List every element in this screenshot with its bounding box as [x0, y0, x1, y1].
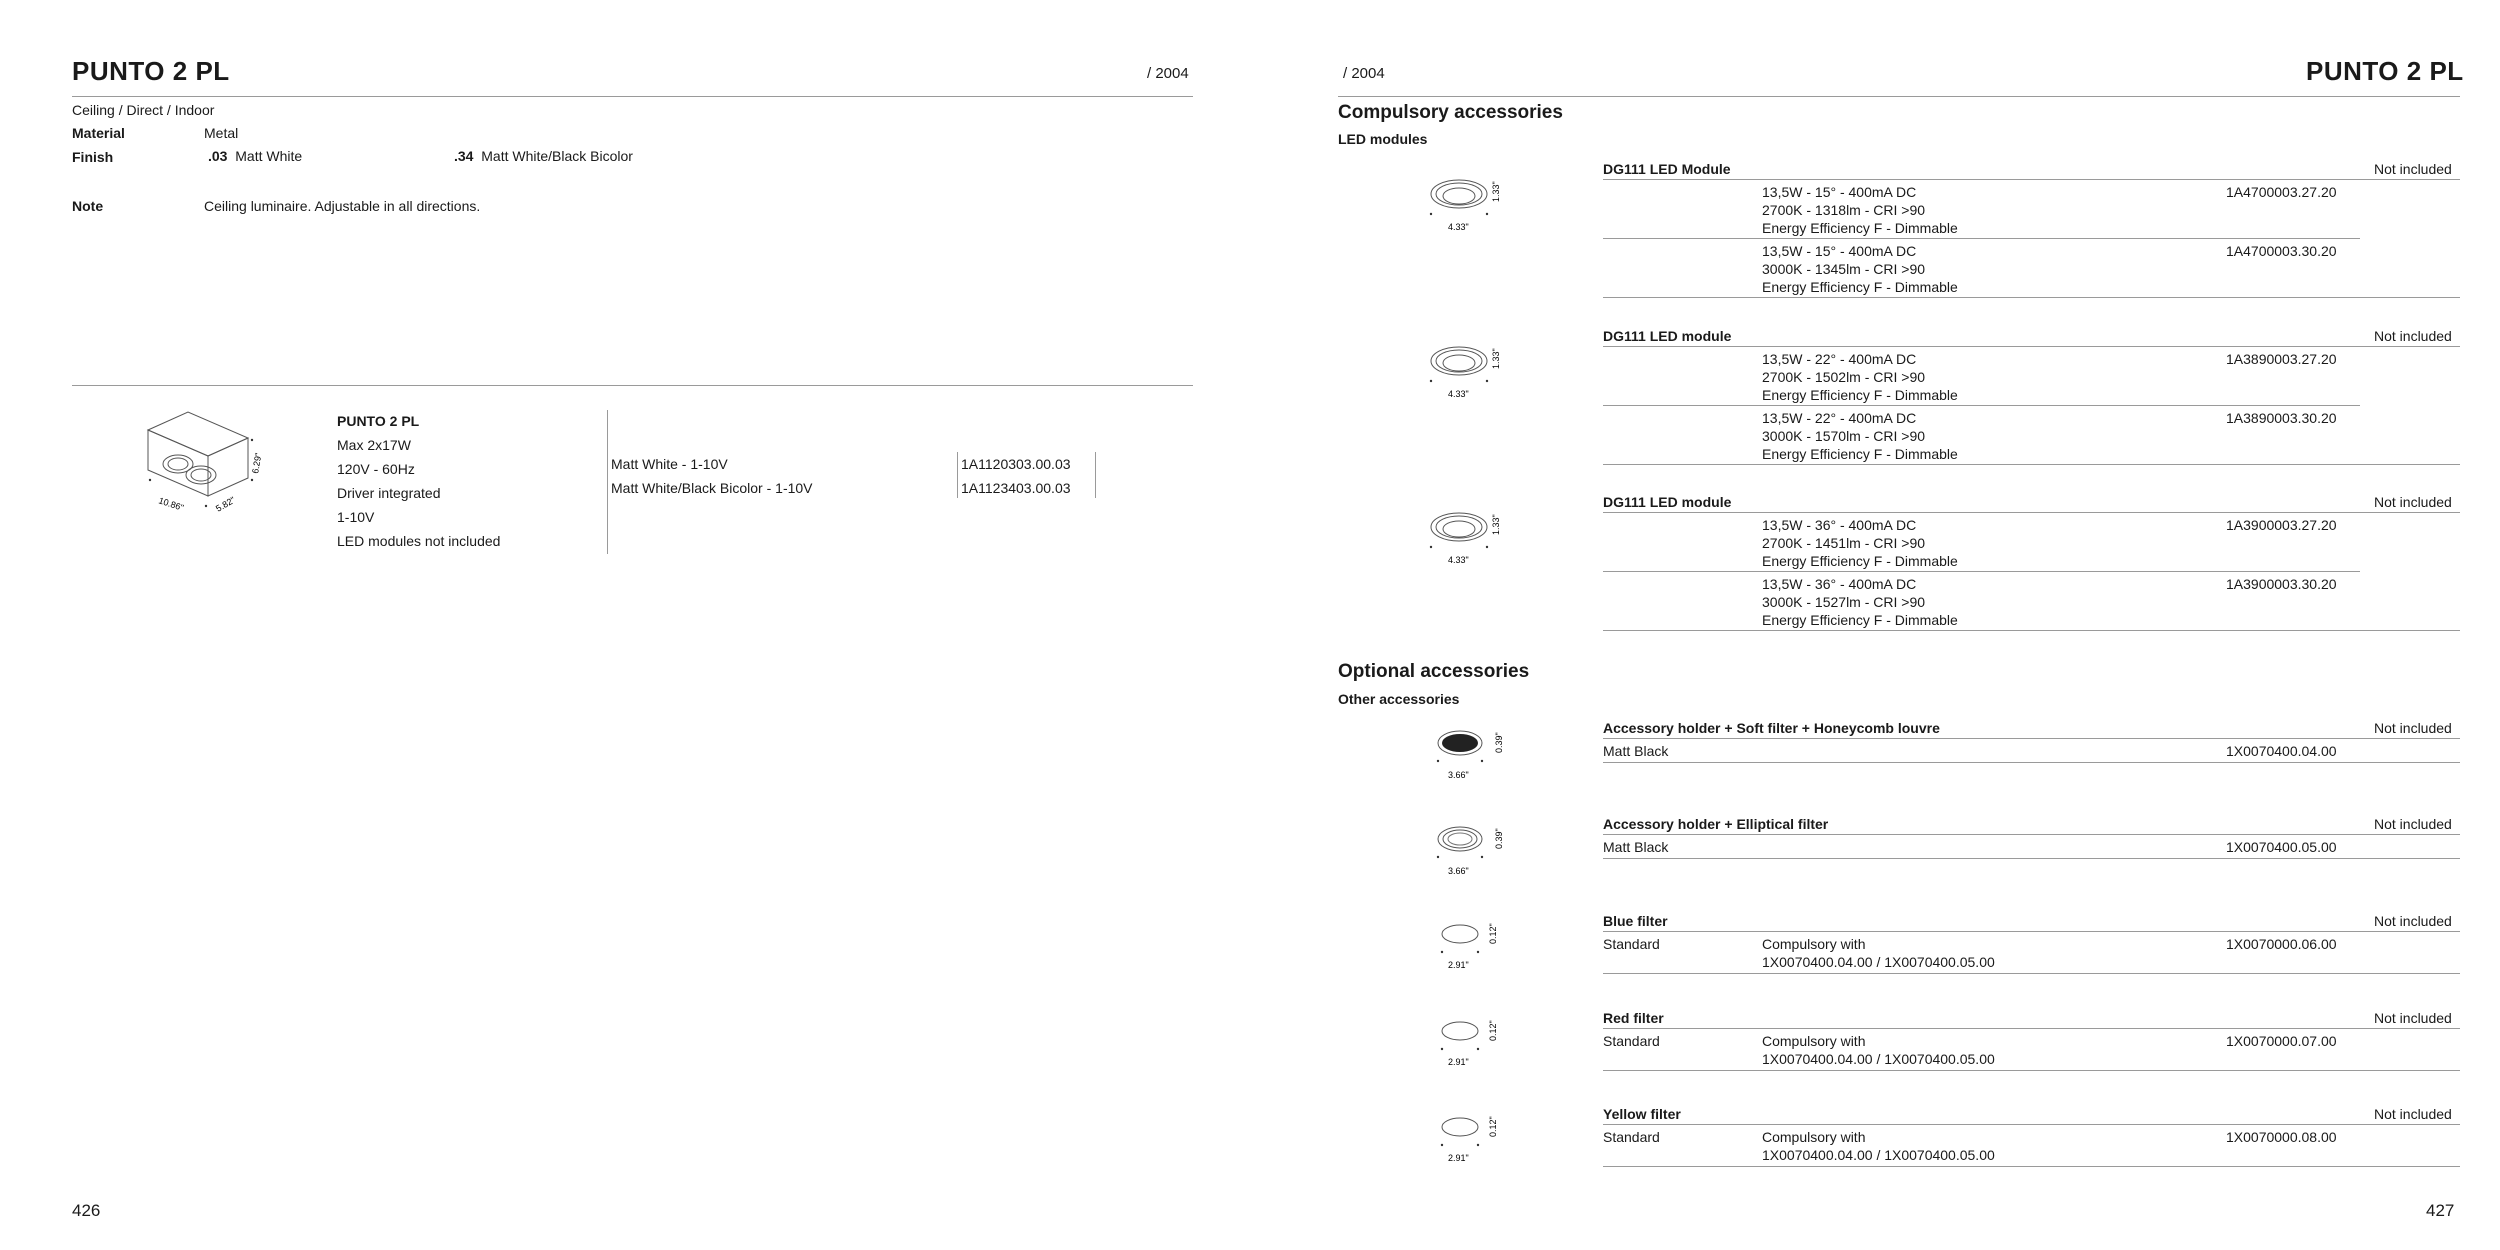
module-status: Not included: [2374, 161, 2452, 177]
module-spec: 13,5W - 22° - 400mA DC 2700K - 1502lm - CRI >90 Energy Efficiency F - Dimmable: [1762, 351, 1958, 403]
accessory-name: Accessory holder + Soft filter + Honeycomb louvre: [1603, 720, 1940, 736]
compulsory-heading: Compulsory accessories: [1338, 102, 1563, 123]
dim-width: 10.86": [157, 495, 185, 513]
category: Ceiling / Direct / Indoor: [72, 102, 215, 118]
module-status: Not included: [2374, 328, 2452, 344]
compulsory-subheading: LED modules: [1338, 131, 1428, 147]
accessory-name: Red filter: [1603, 1010, 1664, 1026]
product-spec: 1-10V: [337, 509, 375, 525]
optional-subheading: Other accessories: [1338, 691, 1460, 707]
blue-filter-icon: [1434, 916, 1504, 976]
dim-diameter: 4.33": [1448, 555, 1469, 565]
accessory-code: 1X0070400.04.00: [2226, 743, 2337, 759]
finish-label: Finish: [72, 149, 114, 165]
dim-height: 0.12": [1488, 1020, 1498, 1041]
right-page-title: PUNTO 2 PL: [2306, 56, 2464, 86]
accessory-code: 1X0070000.07.00: [2226, 1033, 2337, 1049]
accessory-status: Not included: [2374, 1010, 2452, 1026]
accessory-note: Compulsory with 1X0070400.04.00 / 1X0070400.05.00: [1762, 936, 1995, 970]
product-column-divider: [607, 410, 608, 554]
accessory-name: Blue filter: [1603, 913, 1668, 929]
note-text: Ceiling luminaire. Adjustable in all directions.: [204, 198, 481, 214]
accessory-name: Yellow filter: [1603, 1106, 1681, 1122]
module-spec: 13,5W - 36° - 400mA DC 2700K - 1451lm - CRI >90 Energy Efficiency F - Dimmable: [1762, 517, 1958, 569]
dim-diameter: 4.33": [1448, 222, 1469, 232]
product-name: PUNTO 2 PL: [337, 413, 420, 429]
honeycomb-holder-icon: [1430, 721, 1510, 783]
dim-diameter: 2.91": [1448, 1153, 1469, 1163]
accessory-note: Compulsory with 1X0070400.04.00 / 1X0070400.05.00: [1762, 1033, 1995, 1067]
module-spec: 13,5W - 15° - 400mA DC 2700K - 1318lm - CRI >90 Energy Efficiency F - Dimmable: [1762, 184, 1958, 236]
module-name: DG111 LED Module: [1603, 161, 1731, 177]
led-module-icon: [1425, 166, 1505, 232]
module-name: DG111 LED module: [1603, 494, 1732, 510]
dim-diameter: 3.66": [1448, 770, 1469, 780]
dim-diameter: 4.33": [1448, 389, 1469, 399]
finish-code: .03: [208, 148, 228, 164]
module-code: 1A3890003.30.20: [2226, 410, 2337, 426]
variant-desc: Matt White/Black Bicolor - 1-10V: [611, 480, 813, 496]
dim-height: 1.33": [1491, 181, 1501, 202]
product-drawing: [138, 400, 278, 520]
dim-height: 1.33": [1491, 514, 1501, 535]
left-page-number: 426: [72, 1201, 101, 1220]
accessory-note: Compulsory with 1X0070400.04.00 / 1X0070400.05.00: [1762, 1129, 1995, 1163]
right-page-number: 427: [2426, 1201, 2455, 1220]
product-spec: Driver integrated: [337, 485, 441, 501]
module-name: DG111 LED module: [1603, 328, 1732, 344]
module-status: Not included: [2374, 494, 2452, 510]
dim-diameter: 2.91": [1448, 1057, 1469, 1067]
accessory-code: 1X0070400.05.00: [2226, 839, 2337, 855]
module-code: 1A3900003.27.20: [2226, 517, 2337, 533]
accessory-name: Accessory holder + Elliptical filter: [1603, 816, 1829, 832]
variant-code: 1A1120303.00.03: [961, 456, 1071, 472]
accessory-finish: Standard: [1603, 1129, 1660, 1145]
yellow-filter-icon: [1434, 1109, 1504, 1169]
dim-height: 0.39": [1494, 732, 1504, 753]
finish-option: [208, 147, 302, 165]
right-title-divider: [1338, 96, 2460, 97]
module-spec: 13,5W - 22° - 400mA DC 3000K - 1570lm - CRI >90 Energy Efficiency F - Dimmable: [1762, 410, 1958, 462]
module-spec: 13,5W - 36° - 400mA DC 3000K - 1527lm - CRI >90 Energy Efficiency F - Dimmable: [1762, 576, 1958, 628]
left-title-divider: [72, 96, 1193, 97]
red-filter-icon: [1434, 1013, 1504, 1073]
variant-code-divider: [957, 452, 958, 498]
dim-height: 0.12": [1488, 1116, 1498, 1137]
module-code: 1A3890003.27.20: [2226, 351, 2337, 367]
product-spec: 120V - 60Hz: [337, 461, 415, 477]
variant-desc: Matt White - 1-10V: [611, 456, 728, 472]
led-module-icon: [1425, 333, 1505, 399]
dim-height: 0.39": [1494, 828, 1504, 849]
accessory-finish: Standard: [1603, 936, 1660, 952]
product-spec: LED modules not included: [337, 533, 501, 549]
variant-end-divider: [1095, 452, 1096, 498]
dim-height: 1.33": [1491, 348, 1501, 369]
material-value: Metal: [204, 125, 239, 141]
note-label: Note: [72, 198, 104, 214]
finish-name: Matt White: [235, 148, 303, 164]
product-spec: Max 2x17W: [337, 437, 411, 453]
module-code: 1A4700003.30.20: [2226, 243, 2337, 259]
finish-name: Matt White/Black Bicolor: [481, 148, 633, 164]
dim-depth: 5.82": [214, 494, 237, 514]
accessory-finish: Standard: [1603, 1033, 1660, 1049]
module-code: 1A3900003.30.20: [2226, 576, 2337, 592]
dim-diameter: 2.91": [1448, 960, 1469, 970]
elliptical-holder-icon: [1430, 817, 1510, 879]
accessory-finish: Matt Black: [1603, 839, 1669, 855]
section-divider: [72, 385, 1193, 386]
accessory-status: Not included: [2374, 720, 2452, 736]
right-series: / 2004: [1343, 65, 1385, 82]
module-code: 1A4700003.27.20: [2226, 184, 2337, 200]
finish-option: [454, 147, 633, 165]
module-spec: 13,5W - 15° - 400mA DC 3000K - 1345lm - CRI >90 Energy Efficiency F - Dimmable: [1762, 243, 1958, 295]
accessory-code: 1X0070000.08.00: [2226, 1129, 2337, 1145]
accessory-status: Not included: [2374, 913, 2452, 929]
accessory-status: Not included: [2374, 816, 2452, 832]
dim-height: 0.12": [1488, 923, 1498, 944]
led-module-icon: [1425, 499, 1505, 565]
accessory-code: 1X0070000.06.00: [2226, 936, 2337, 952]
optional-heading: Optional accessories: [1338, 661, 1530, 682]
left-series: / 2004: [1147, 65, 1189, 82]
accessory-status: Not included: [2374, 1106, 2452, 1122]
dim-height: 6.29": [250, 452, 264, 475]
finish-code: .34: [454, 148, 474, 164]
material-label: Material: [72, 125, 125, 141]
left-page-title: PUNTO 2 PL: [72, 56, 230, 86]
variant-code: 1A1123403.00.03: [961, 480, 1071, 496]
accessory-finish: Matt Black: [1603, 743, 1669, 759]
dim-diameter: 3.66": [1448, 866, 1469, 876]
